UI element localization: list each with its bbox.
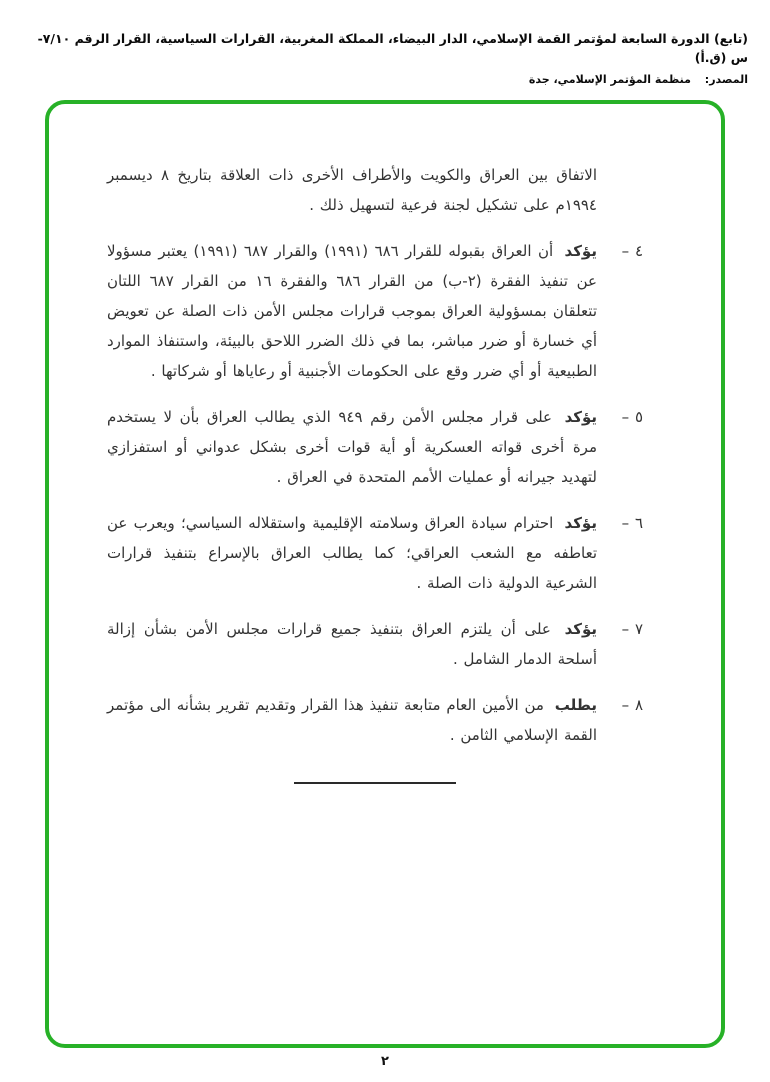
item-text: على أن يلتزم العراق بتنفيذ جميع قرارات مجلس الأمن بشأن إزالة أسلحة الدمار الشامل . bbox=[107, 620, 597, 668]
item-lead-word: يؤكد bbox=[564, 242, 597, 260]
item-text: أن العراق بقبوله للقرار ٦٨٦ (١٩٩١) والقرار ٦٨٧ (١٩٩١) يعتبر مسؤولا عن تنفيذ الفقرة (٢-ب) من القرار ٦٨٦ والفقرة ١٦ من القرار ٦٨٧ اللتان تتعلقان بمسؤولية العراق بموجب قرارات مجلس الأمن ذات الصلة عن تعويض أي خسارة أو ضرر مباشر، بما في ذلك الضرر اللاحق بالبيئة، واستنفاذ الموارد الطبيعية أو أي ضرر وقع على الحكومات الأجنبية أو رعاياها أو شركاتها . bbox=[107, 242, 598, 380]
resolution-item-6 bbox=[107, 508, 643, 598]
resolution-body bbox=[107, 160, 643, 784]
header-source-label: المصدر: bbox=[704, 72, 748, 86]
item-text: احترام سيادة العراق وسلامته الإقليمية واستقلاله السياسي؛ ويعرب عن تعاطفه مع الشعب العراقي؛ كما يطالب العراق بالإسراع بتنفيذ قرارات الشرعية الدولية ذات الصلة . bbox=[107, 514, 597, 592]
document-header bbox=[22, 30, 748, 86]
item-lead-word: يؤكد bbox=[564, 408, 597, 426]
item-text: على قرار مجلس الأمن رقم ٩٤٩ الذي يطالب العراق بأن لا يستخدم مرة أخرى قواته العسكرية أو أية قوات أخرى بشكل عدواني أو استفزازي لتهديد جيرانه أو عمليات الأمم المتحدة في العراق . bbox=[107, 408, 597, 486]
item-text: من الأمين العام متابعة تنفيذ هذا القرار وتقديم تقرير بشأنه الى مؤتمر القمة الإسلامي الثامن . bbox=[107, 696, 597, 744]
item-number: ٥ – bbox=[621, 408, 643, 426]
resolution-item-7 bbox=[107, 614, 643, 674]
content-border-frame bbox=[45, 100, 725, 1048]
resolution-item-8 bbox=[107, 690, 643, 750]
item-number: ٧ – bbox=[621, 620, 643, 638]
header-source-line bbox=[22, 73, 748, 86]
item-number: ٦ – bbox=[621, 514, 643, 532]
header-source-value: منظمة المؤتمر الإسلامي، جدة bbox=[528, 72, 691, 86]
item-number: ٨ – bbox=[621, 696, 643, 714]
resolution-item-4 bbox=[107, 236, 643, 386]
item-lead-word: يطلب bbox=[554, 696, 597, 714]
item-number: ٤ – bbox=[621, 242, 643, 260]
resolution-item-5 bbox=[107, 402, 643, 492]
page-number: ٢ bbox=[381, 1054, 389, 1069]
header-citation: (تابع) الدورة السابعة لمؤتمر القمة الإسلامي، الدار البيضاء، المملكة المغربية، القرارات السياسية، القرار الرقم ٧/١٠-س (ق.أ) bbox=[37, 31, 748, 65]
item-lead-word: يؤكد bbox=[564, 620, 597, 638]
item-lead-word: يؤكد bbox=[564, 514, 597, 532]
end-separator-line bbox=[294, 782, 456, 784]
continuation-paragraph: الاتفاق بين العراق والكويت والأطراف الأخرى ذات العلاقة بتاريخ ٨ ديسمبر ١٩٩٤م على تشكيل لجنة فرعية لتسهيل ذلك . bbox=[107, 166, 597, 214]
